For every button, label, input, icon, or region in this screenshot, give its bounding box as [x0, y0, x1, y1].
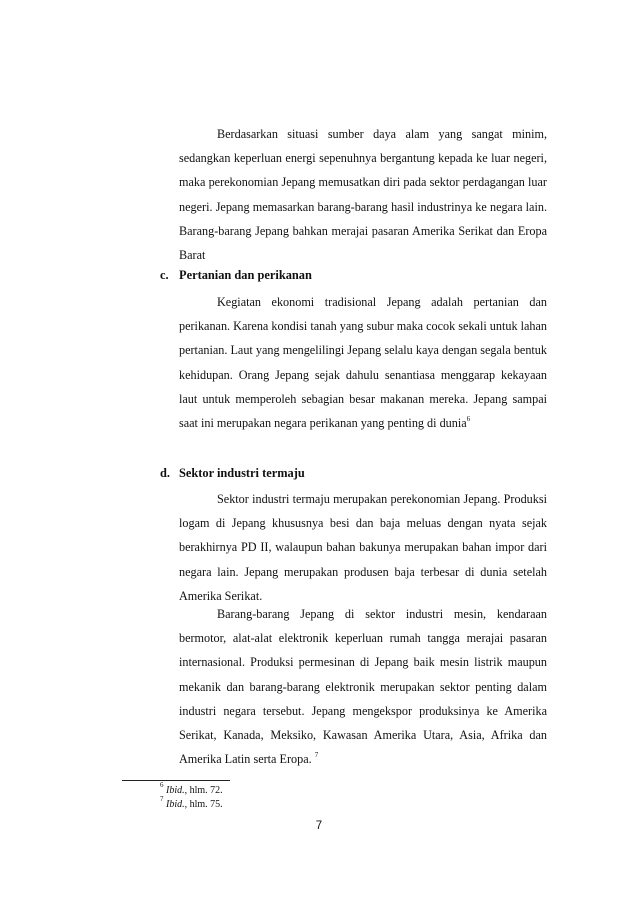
footnote-page: , hlm. 72.: [184, 785, 223, 796]
section-heading-c: [160, 266, 550, 284]
page-number: 7: [315, 820, 323, 832]
footnote-page: , hlm. 75.: [184, 799, 223, 810]
section-c-paragraph: [179, 290, 547, 435]
footnote-6: [160, 781, 223, 798]
footnote-ref-7: 7: [314, 751, 319, 760]
section-d-paragraph-2-text: Barang-barang Jepang di sektor industri mesin, kendaraan bermotor, alat-alat elektronik keperluan rumah tangga merajai pasaran internasional. Produksi permesinan di Jepang baik mesin listrik maupun mekanik dan barang-barang elektronik merupakan sektor penting dalam industri negara tersebut. Jepang mengekspor produksinya ke Amerika Serikat, Kanada, Meksiko, Kawasan Amerika Utara, Asia, Afrika dan Amerika Latin serta Eropa.: [179, 607, 547, 767]
footnote-7: [160, 795, 223, 812]
footnote-number: 6: [160, 781, 164, 789]
section-title-d: Sektor industri termaju: [179, 466, 305, 480]
intro-paragraph: [179, 122, 547, 267]
footnote-ref-6: 6: [466, 415, 471, 424]
section-letter-c: c.: [160, 268, 169, 282]
section-d-paragraph-1-text: Sektor industri termaju merupakan perekonomian Jepang. Produksi logam di Jepang khususnya besi dan baja meluas dengan nyata sejak berakhirnya PD II, walaupun bahan bakunya merupakan bahan impor dari negara lain. Jepang merupakan produsen baja terbesar di dunia setelah Amerika Serikat.: [179, 492, 547, 603]
section-heading-d: [160, 464, 550, 482]
footnote-number: 7: [160, 795, 164, 803]
footnote-source: Ibid.: [166, 799, 185, 810]
section-letter-d: d.: [160, 466, 170, 480]
intro-paragraph-text: Berdasarkan situasi sumber daya alam yang sangat minim, sedangkan keperluan energi sepenuhnya bergantung kepada ke luar negeri, maka perekonomian Jepang memusatkan diri pada sektor perdagangan luar negeri. Jepang memasarkan barang-barang hasil industrinya ke negara lain. Barang-barang Jepang bahkan merajai pasaran Amerika Serikat dan Eropa Barat: [179, 127, 547, 263]
section-c-paragraph-text: Kegiatan ekonomi tradisional Jepang adalah pertanian dan perikanan. Karena kondisi tanah yang subur maka cocok sekali untuk lahan pertanian. Laut yang mengelilingi Jepang selalu kaya dengan segala bentuk kehidupan. Orang Jepang sejak dahulu senantiasa menggarap kekayaan laut untuk memperoleh sebagian besar makanan mereka. Jepang sampai saat ini merupakan negara perikanan yang penting di dunia: [179, 295, 547, 431]
footnote-source: Ibid.: [166, 785, 185, 796]
footnote-separator: [122, 780, 230, 781]
section-title-c: Pertanian dan perikanan: [179, 268, 312, 282]
section-d-paragraph-1: [179, 487, 547, 608]
section-d-paragraph-2: [179, 602, 547, 771]
